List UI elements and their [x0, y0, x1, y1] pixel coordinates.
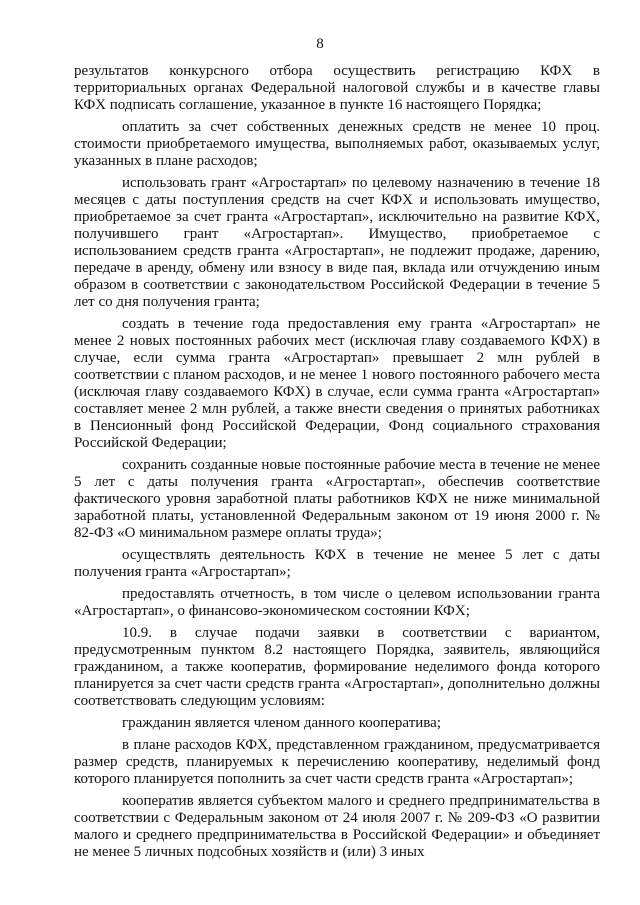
page-number: 8: [316, 36, 324, 52]
paragraph-clause-10-9: 10.9. в случае подачи заявки в соответствии с вариантом, предусмотренным пунктом 8.2 настоящего Порядка, заявитель, являющийся гражданином, а также кооператив, формирование неделимого фонда которого планируется за счет части средств гранта «Агростартап», дополнительно должны соответствовать следующим условиям:: [74, 625, 600, 709]
paragraph-grant-usage: использовать грант «Агростартап» по целевому назначению в течение 18 месяцев с даты поступления средств на счет КФХ и использовать имущество, приобретаемое за счет гранта «Агростартап», исключительно на развитие КФХ, получившего грант «Агростартап». Имущество, приобретаемое с использованием средств гранта «Агростартап», не подлежит продаже, дарению, передаче в аренду, обмену или взносу в виде пая, вклада или отчуждению иным образом в соответствии с законодательством Российской Федерации в течение 5 лет со дня получения гранта;: [74, 175, 600, 310]
paragraph-keep-jobs: сохранить созданные новые постоянные рабочие места в течение не менее 5 лет с даты получения гранта «Агростартап», обеспечив соответствие фактического уровня заработной платы работников КФХ не ниже минимальной заработной платы, установленной Федеральным законом от 19 июня 2000 г. № 82-ФЗ «О минимальном размере оплаты труда»;: [74, 457, 600, 541]
paragraph-cooperative-member: гражданин является членом данного кооператива;: [122, 715, 441, 731]
paragraph-create-jobs: создать в течение года предоставления ему гранта «Агростартап» не менее 2 новых постоянных рабочих мест (исключая главу создаваемого КФХ) в случае, если сумма гранта «Агростартап» превышает 2 млн рублей в соответствии с планом расходов, и не менее 1 нового постоянного рабочего места (исключая главу создаваемого КФХ) в случае, если сумма гранта «Агростартап» составляет менее 2 млн рублей, а также внести сведения о принятых работниках в Пенсионный фонд Российской Федерации, Фонд социального страхования Российской Федерации;: [74, 316, 600, 451]
paragraph-continuation: результатов конкурсного отбора осуществить регистрацию КФХ в территориальных органах Федеральной налоговой службы и в качестве главы КФХ подписать соглашение, указанное в пункте 16 настоящего Порядка;: [74, 63, 600, 113]
paragraph-activity-duration: осуществлять деятельность КФХ в течение не менее 5 лет с даты получения гранта «Агростартап»;: [74, 547, 600, 580]
document-body: [74, 63, 600, 861]
paragraph-reporting: предоставлять отчетность, в том числе о целевом использовании гранта «Агростартап», о финансово-экономическом состоянии КФХ;: [74, 586, 600, 619]
paragraph-cooperative-sme: кооператив является субъектом малого и среднего предпринимательства в соответствии с Федеральным законом от 24 июля 2007 г. № 209-ФЗ «О развитии малого и среднего предпринимательства в Российской Федерации» и объединяет не менее 5 личных подсобных хозяйств и (или) 3 иных: [74, 793, 600, 860]
paragraph-own-funds: оплатить за счет собственных денежных средств не менее 10 проц. стоимости приобретаемого имущества, выполняемых работ, оказываемых услуг, указанных в плане расходов;: [74, 119, 600, 169]
paragraph-expense-plan: в плане расходов КФХ, представленном гражданином, предусматривается размер средств, планируемых к перечислению кооперативу, неделимый фонд которого планируется пополнить за счет части средств гранта «Агростартап»;: [74, 737, 600, 787]
